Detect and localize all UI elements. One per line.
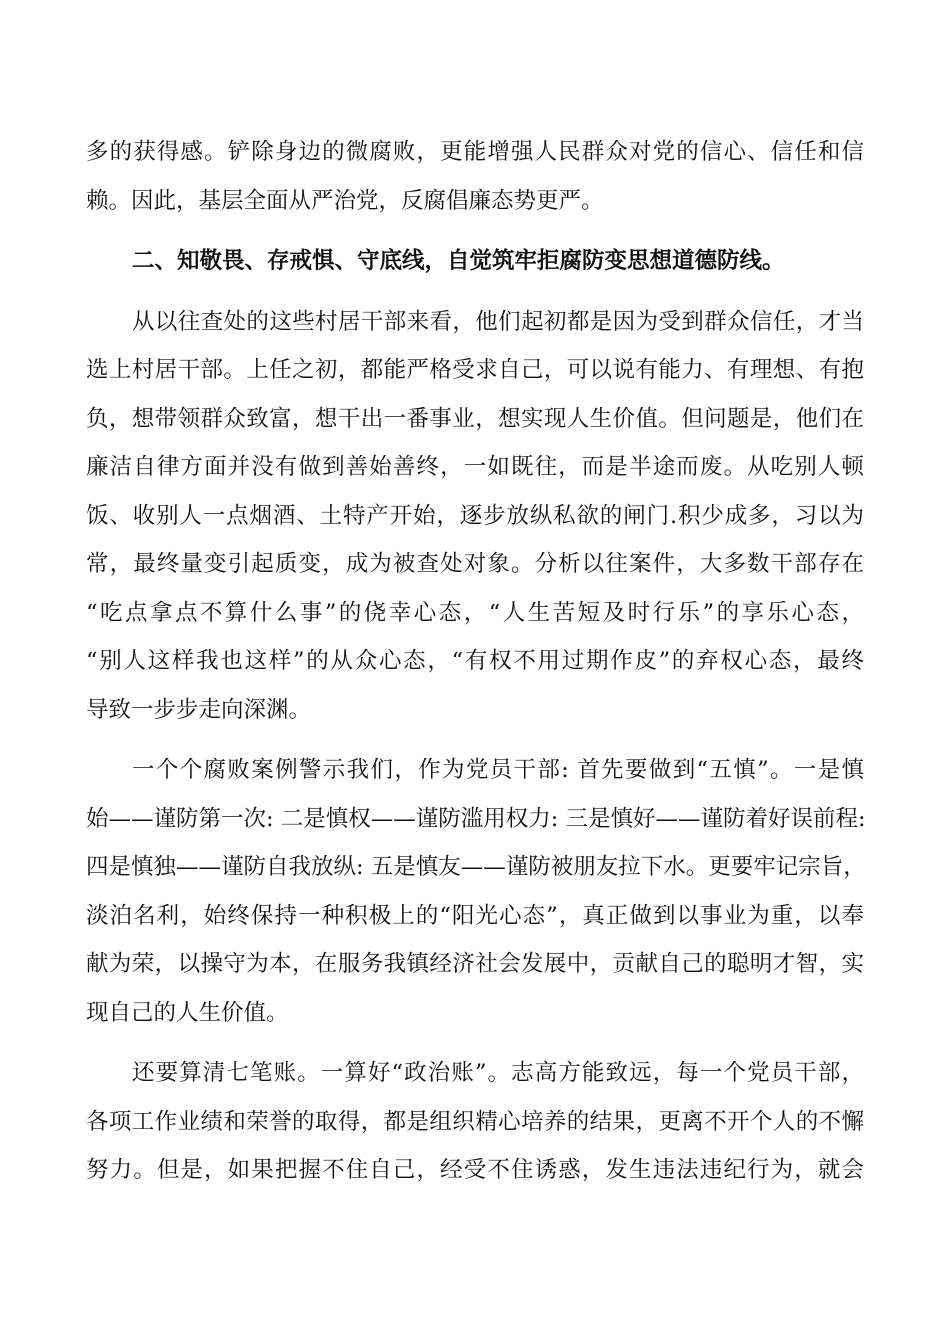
paragraph-line: 从以往查处的这些村居干部来看，他们起初都是因为受到群众信任，才当	[132, 308, 864, 335]
paragraph-line: 各项工作业绩和荣誉的取得，都是组织精心培养的结果，更离不开个人的不懈	[86, 1108, 864, 1135]
paragraph-line: 淡泊名利，始终保持一种积极上的“阳光心态”，真正做到以事业为重，以奉	[86, 902, 864, 929]
paragraph-line: 努力。但是，如果把握不住自己，经受不住诱惑，发生违法违纪行为，就会	[86, 1157, 864, 1183]
paragraph-line: 导致一步步走向深渊。	[86, 696, 312, 723]
paragraph-line: 廉洁自律方面并没有做到善始善终，一如既往，而是半途而废。从吃别人顿	[86, 454, 864, 480]
paragraph-4	[86, 1049, 864, 1195]
paragraph-line: 饭、收别人一点烟酒、土特产开始，逐步放纵私欲的闸门.积少成多，习以为	[86, 502, 864, 529]
paragraph-line: 现自己的人生价值。	[86, 999, 289, 1026]
paragraph-2	[86, 298, 864, 735]
paragraph-line: 一个个腐败案例警示我们，作为党员干部: 首先要做到“五慎”。一是慎	[132, 757, 864, 783]
paragraph-line: 始——谨防第一次: 二是慎权——谨防滥用权力: 三是慎好——谨防着好误前程:	[86, 805, 866, 832]
paragraph-3	[86, 746, 864, 1037]
paragraph-1	[86, 128, 864, 225]
paragraph-line: 负，想带领群众致富，想干出一番事业，想实现人生价值。但问题是，他们在	[86, 405, 864, 432]
paragraph-line: “吃点拿点不算什么事”的侥幸心态，“人生苦短及时行乐”的享乐心态，	[86, 599, 864, 626]
paragraph-line: 选上村居干部。上任之初，都能严格受求自己，可以说有能力、有理想、有抱	[86, 357, 864, 383]
paragraph-line: 多的获得感。铲除身边的微腐败，更能增强人民群众对党的信心、信任和信	[86, 139, 864, 165]
paragraph-line: 常，最终量变引起质变，成为被查处对象。分析以往案件，大多数干部存在	[86, 551, 864, 577]
paragraph-line: 献为荣，以操守为本，在服务我镇经济社会发展中，贡献自己的聪明才智，实	[86, 951, 864, 977]
section-heading: 二、知敬畏、存戒惧、守底线，自觉筑牢拒腐防变思想道德防线。	[132, 248, 785, 274]
document-page	[86, 128, 864, 1195]
paragraph-line: 四是慎独——谨防自我放纵: 五是慎友——谨防被朋友拉下水。更要牢记宗旨，	[86, 854, 866, 880]
paragraph-line: 还要算清七笔账。一算好“政治账”。志高方能致远，每一个党员干部，	[132, 1060, 864, 1086]
paragraph-line: “别人这样我也这样”的从众心态，“有权不用过期作皮”的弃权心态，最终	[86, 648, 864, 674]
paragraph-line: 赖。因此，基层全面从严治党，反腐倡廉态势更严。	[86, 187, 604, 214]
